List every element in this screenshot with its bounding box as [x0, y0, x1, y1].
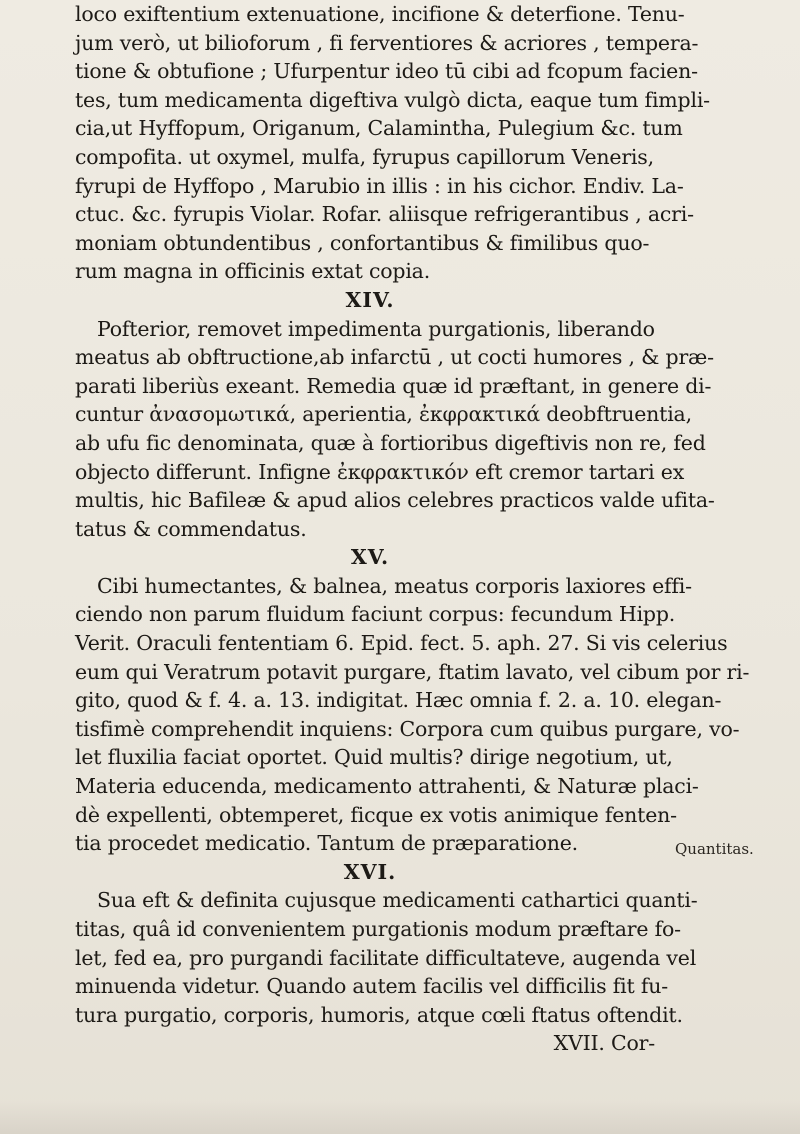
text-line: meatus ab obftructione,ab infarctū , ut cocti humores , & præ- [75, 345, 714, 370]
text-line: dè expellenti, obtemperet, ficque ex votis animique fenten- [75, 802, 677, 827]
text-line: Materia educenda, medicamento attrahenti, & Naturæ placi- [75, 774, 699, 799]
text-line: rum magna in officinis extat copia. [75, 259, 431, 284]
text-line: tisfimè comprehendit inquiens: Corpora cum quibus purgare, vo- [75, 716, 740, 741]
marginal-note: Quantitas. [675, 840, 754, 858]
catchword-line: XVII. Cor- [553, 1031, 655, 1056]
text-line: let fluxilia faciat oportet. Quid multis? dirige negotium, ut, [75, 745, 673, 770]
text-line: ctuc. &c. fyrupis Violar. Rofar. aliisque refrigerantibus , acri- [75, 202, 694, 227]
text-line: tatus & commendatus. [75, 516, 307, 541]
text-line: gito, quod & f. 4. a. 13. indigitat. Hæc omnia f. 2. a. 10. elegan- [75, 688, 722, 713]
text-line: tione & obtufione ; Ufurpentur ideo tū cibi ad fcopum facien- [75, 59, 698, 84]
text-line: Sua eft & definita cujusque medicamenti cathartici quanti- [97, 888, 698, 913]
text-line: multis, hic Bafileæ & apud alios celebres practicos valde ufita- [75, 488, 715, 513]
text-line: let, fed ea, pro purgandi facilitate difficultateve, augenda vel [75, 945, 697, 970]
section-heading: XV. [350, 545, 390, 570]
text-line: Cibi humectantes, & balnea, meatus corporis laxiores effi- [97, 573, 692, 598]
text-line: titas, quâ id convenientem purgationis modum præftare fo- [75, 917, 681, 941]
text-line: tura purgatio, corporis, humoris, atque cœli ftatus oftendit. [75, 1002, 683, 1027]
text-line: objecto differunt. Infigne ἐκφρακτικόν eft cremor tartari ex [75, 459, 685, 484]
text-line: fyrupi de Hyffopo , Marubio in illis : in his cichor. Endiv. La- [75, 173, 684, 198]
text-line: compofita. ut oxymel, mulfa, fyrupus capillorum Veneris, [75, 144, 654, 169]
text-line: Verit. Oraculi fententiam 6. Epid. fect. 5. aph. 27. Si vis celerius [75, 631, 728, 656]
text-line: ciendo non parum fluidum faciunt corpus: fecundum Hipp. [75, 602, 676, 627]
text-line: minuenda videtur. Quando autem facilis vel difficilis fit fu- [75, 974, 668, 999]
text-line: loco exiftentium extenuatione, incifione & deterfione. Tenu- [75, 2, 685, 26]
text-line: tia procedet medicatio. Tantum de præparatione. [75, 831, 579, 856]
page-edge-shadow [0, 1100, 800, 1134]
text-line: moniam obtundentibus , confortantibus & fimilibus quo- [75, 230, 650, 255]
text-line: cia,ut Hyffopum, Origanum, Calamintha, Pulegium &c. tum [75, 116, 683, 141]
text-line: parati liberiùs exeant. Remedia quæ id præftant, in genere di- [75, 373, 712, 398]
text-line: cuntur ἀνασομωτικά, aperientia, ἐκφρακτικά deobftruentia, [75, 402, 692, 427]
text-line: jum verò, ut bilioforum , fi ferventiores & acriores , tempera- [75, 30, 699, 55]
text-line: tes, tum medicamenta digeftiva vulgò dicta, eaque tum fimpli- [75, 87, 710, 112]
text-line: eum qui Veratrum potavit purgare, ftatim lavato, vel cibum por ri- [75, 659, 750, 684]
text-line: ab ufu fic denominata, quæ à fortioribus digeftivis non re, fed [75, 430, 706, 455]
section-heading: XVI. [343, 859, 397, 884]
section-heading: XIV. [345, 287, 395, 312]
text-line: Pofterior, removet impedimenta purgationis, liberando [97, 316, 655, 341]
